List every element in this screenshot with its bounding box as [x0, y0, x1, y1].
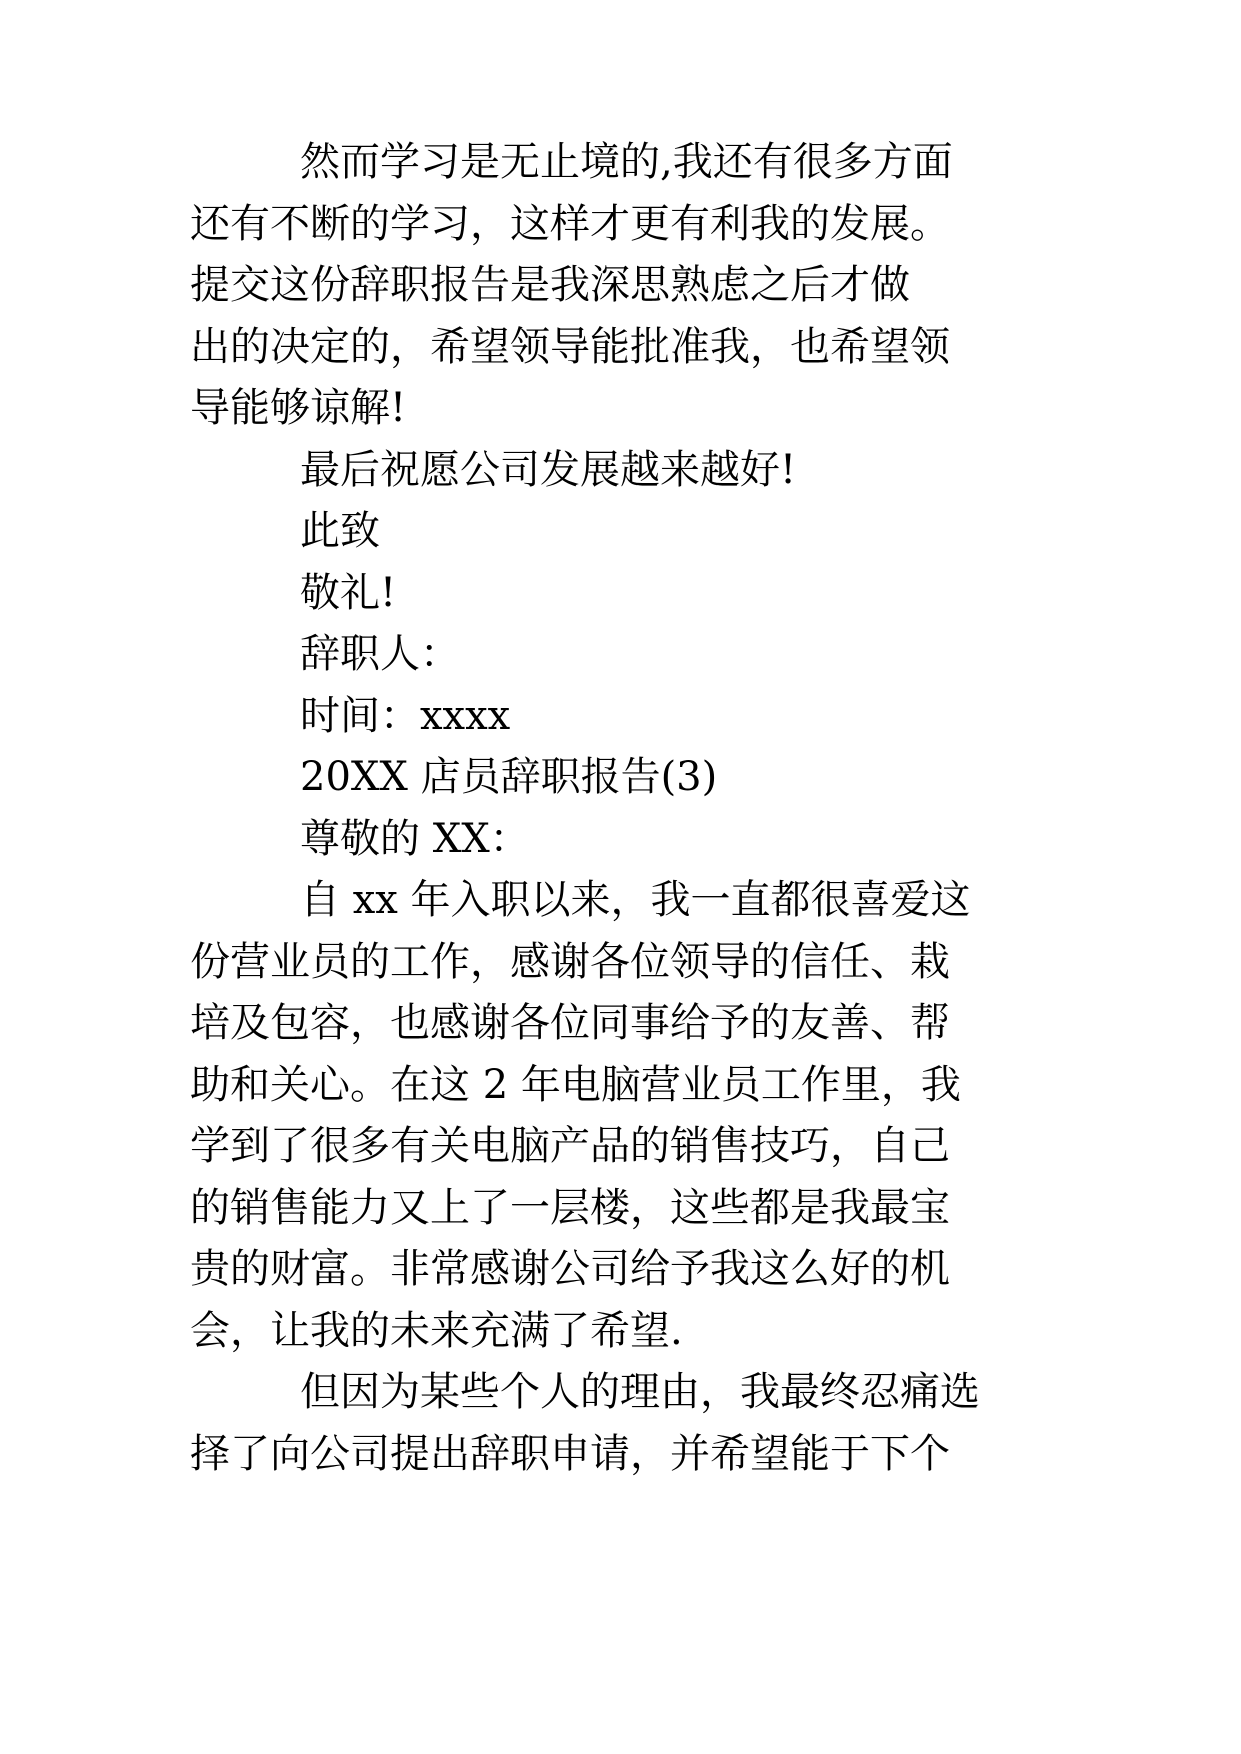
text-line: 学到了很多有关电脑产品的销售技巧，自己 [190, 1123, 950, 1169]
text-line: 时间：xxxx [300, 693, 511, 739]
text-line: 助和关心。在这 2 年电脑营业员工作里，我 [190, 1062, 961, 1108]
text-line: 敬礼! [300, 570, 397, 616]
text-line: 的销售能力又上了一层楼，这些都是我最宝 [190, 1185, 950, 1231]
text-line: 自 xx 年入职以来，我一直都很喜爱这 [300, 877, 971, 923]
text-line: 出的决定的，希望领导能批准我，也希望领 [190, 324, 950, 370]
text-line: 贵的财富。非常感谢公司给予我这么好的机 [190, 1246, 950, 1292]
text-line: 此致 [300, 508, 380, 554]
text-line: 最后祝愿公司发展越来越好! [300, 447, 797, 493]
text-line: 份营业员的工作，感谢各位领导的信任、栽 [190, 939, 950, 985]
text-line: 择了向公司提出辞职申请，并希望能于下个 [190, 1431, 950, 1477]
text-line: 导能够谅解! [190, 385, 407, 431]
text-line: 然而学习是无止境的,我还有很多方面 [300, 139, 953, 185]
text-line: 会，让我的未来充满了希望. [190, 1308, 683, 1354]
text-line: 辞职人： [300, 631, 460, 677]
text-line: 培及包容，也感谢各位同事给予的友善、帮 [190, 1000, 950, 1046]
text-line: 20XX 店员辞职报告(3) [300, 754, 718, 800]
text-line: 但因为某些个人的理由，我最终忍痛选 [300, 1369, 980, 1415]
text-line: 还有不断的学习，这样才更有利我的发展。 [190, 201, 950, 247]
text-line: 尊敬的 XX： [300, 816, 530, 862]
text-line: 提交这份辞职报告是我深思熟虑之后才做 [190, 262, 910, 308]
